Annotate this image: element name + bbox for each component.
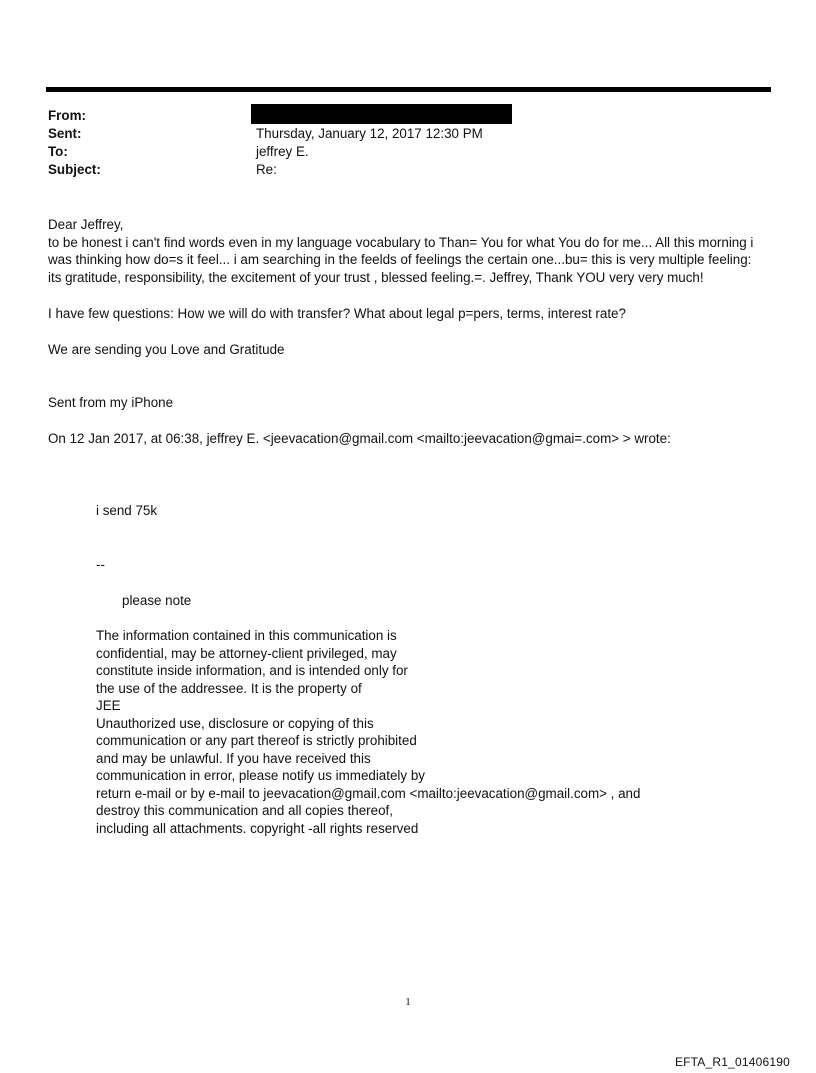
email-header (48, 107, 768, 179)
document-id: EFTA_R1_01406190 (674, 1055, 790, 1069)
disclaimer-line: confidential, may be attorney-client privileged, may (96, 645, 397, 661)
from-redaction-block (251, 104, 512, 124)
from-label: From: (48, 108, 86, 123)
quoted-message: i send 75k (96, 503, 158, 518)
from-row (48, 107, 768, 125)
disclaimer-line: and may be unlawful. If you have received this (96, 750, 371, 766)
to-row (48, 143, 768, 161)
disclaimer-block (96, 627, 640, 837)
body-line: its gratitude, responsibility, the excitement of your trust , blessed feeling.=. Jeffrey, Thank YOU very very much! (48, 269, 704, 285)
body-line: was thinking how do=s it feel... i am searching in the feelds of feelings the certain one...bu= this is very multiple feeling: (48, 252, 752, 267)
disclaimer-line: constitute inside information, and is intended only for (96, 663, 408, 678)
disclaimer-line: communication or any part thereof is strictly prohibited (96, 733, 417, 748)
disclaimer-line: including all attachments. copyright -all rights reserved (96, 820, 419, 836)
please-note-line: please note (122, 593, 192, 608)
disclaimer-line: the use of the addressee. It is the property of (96, 680, 362, 696)
greeting-line: Dear Jeffrey, (48, 217, 124, 232)
to-label: To: (48, 144, 68, 159)
to-value: jeffrey E. (256, 144, 309, 159)
subject-label: Subject: (48, 162, 101, 177)
subject-row (48, 161, 768, 179)
sent-label: Sent: (48, 126, 82, 141)
disclaimer-line: Unauthorized use, disclosure or copying of this (96, 715, 374, 731)
disclaimer-line: communication in error, please notify us immediately by (96, 768, 425, 783)
questions-paragraph: I have few questions: How we will do with transfer? What about legal p=pers, terms, interest rate? (48, 306, 626, 321)
header-divider-rule (46, 87, 771, 92)
disclaimer-line: The information contained in this communication is (96, 628, 397, 643)
disclaimer-line: return e-mail or by e-mail to jeevacation@gmail.com <mailto:jeevacation@gmail.com> , and (96, 785, 641, 801)
sent-row (48, 125, 768, 143)
email-body-greeting-block (48, 216, 753, 286)
disclaimer-line: JEE (96, 698, 121, 713)
page-number: 1 (405, 996, 411, 1008)
love-gratitude-line: We are sending you Love and Gratitude (48, 342, 285, 357)
subject-value: Re: (256, 162, 277, 177)
body-line: to be honest i can't find words even in my language vocabulary to Than= You for what You do for me... All this morning i (48, 234, 754, 250)
signature-line: Sent from my iPhone (48, 395, 174, 410)
quote-header-line: On 12 Jan 2017, at 06:38, jeffrey E. <jeevacation@gmail.com <mailto:jeevacation@gmai=.com> > wrote: (48, 431, 671, 446)
disclaimer-line: destroy this communication and all copies thereof, (96, 803, 393, 818)
sent-value: Thursday, January 12, 2017 12:30 PM (256, 126, 483, 141)
quoted-separator: -- (96, 557, 105, 572)
